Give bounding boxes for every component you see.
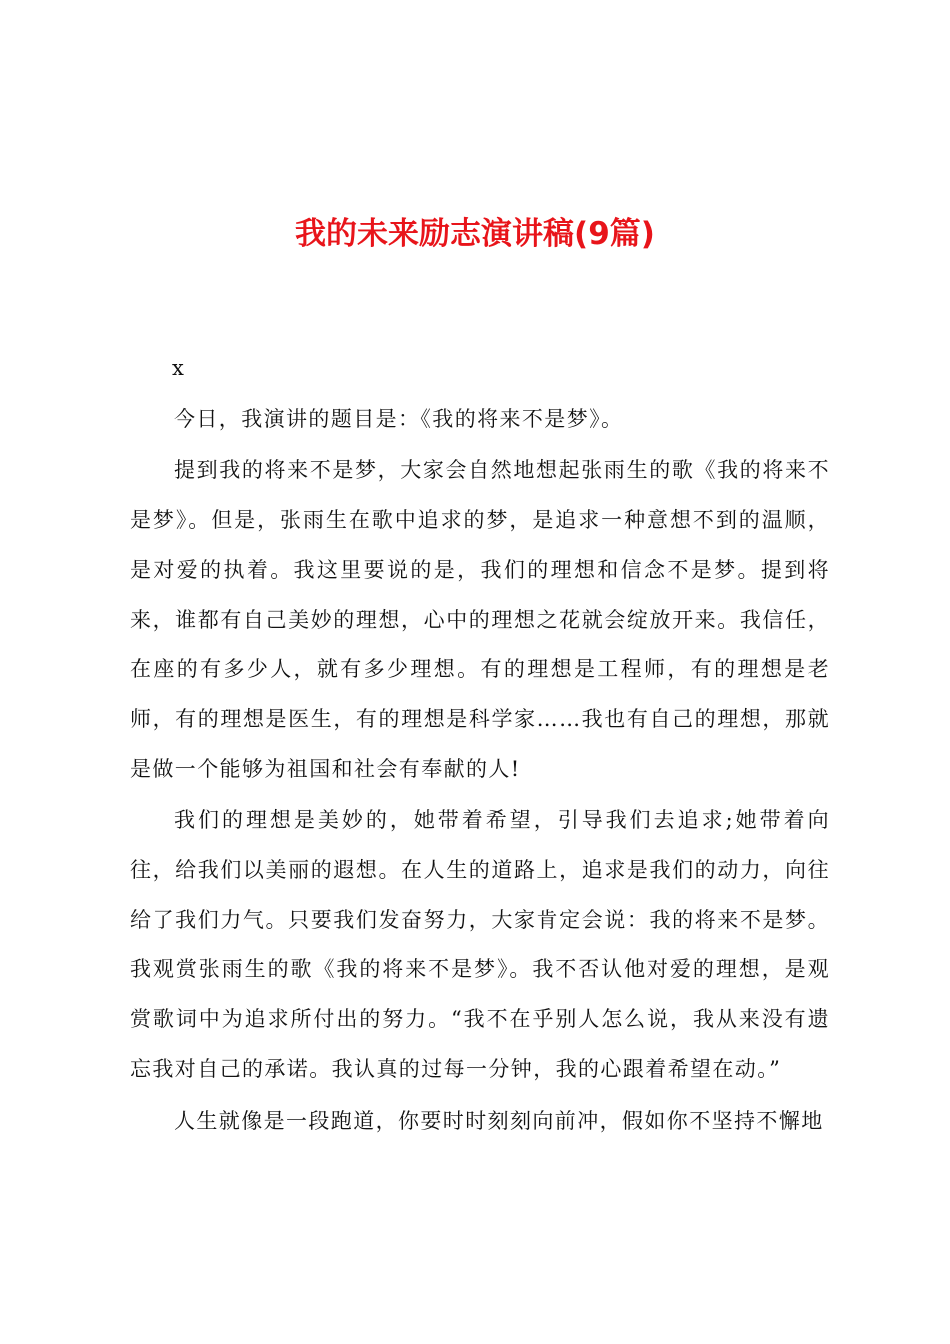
- paragraph-intro: 今日，我演讲的题目是：《我的将来不是梦》。: [174, 406, 624, 431]
- document-body: [130, 344, 830, 1148]
- section-marker: x: [172, 356, 186, 380]
- paragraph: 提到我的将来不是梦，大家会自然地想起张雨生的歌《我的将来不是梦》。但是，张雨生在歌中追求的梦，是追求一种意想不到的温顺，是对爱的执着。我这里要说的是，我们的理想和信念不是梦。提到将来，谁都有自己美妙的理想，心中的理想之花就会绽放开来。我信任，在座的有多少人，就有多少理想。有的理想是工程师，有的理想是老师，有的理想是医生，有的理想是科学家……我也有自己的理想，那就是做一个能够为祖国和社会有奉献的人!: [130, 458, 830, 781]
- paragraph: 我们的理想是美妙的，她带着希望，引导我们去追求;她带着向往，给我们以美丽的遐想。在人生的道路上，追求是我们的动力，向往给了我们力气。只要我们发奋努力，大家肯定会说：我的将来不是梦。我观赏张雨生的歌《我的将来不是梦》。我不否认他对爱的理想，是观赏歌词中为追求所付出的努力。“我不在乎别人怎么说，我从来没有遗忘我对自己的承诺。我认真的过每一分钟，我的心跟着希望在动。”: [130, 808, 830, 1081]
- document-title: 我的未来励志演讲稿(9篇): [295, 216, 655, 252]
- paragraph: 人生就像是一段跑道，你要时时刻刻向前冲，假如你不坚持不懈地: [174, 1108, 824, 1133]
